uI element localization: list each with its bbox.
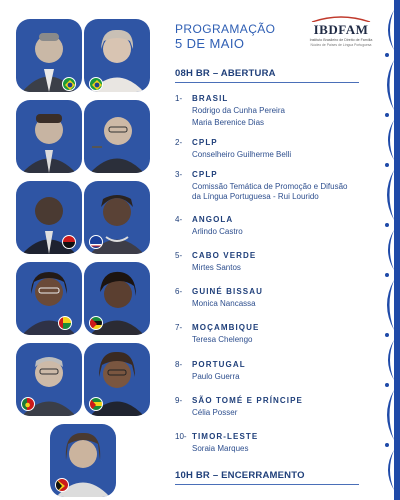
program-item — [175, 396, 375, 422]
item-country: CPLP — [192, 138, 218, 147]
item-person: Paulo Guerra — [192, 372, 240, 381]
program-item — [175, 215, 375, 241]
speaker-photo — [84, 262, 150, 335]
mozambique-flag-icon — [89, 316, 103, 330]
item-country: SÃO TOMÉ E PRÍNCIPE — [192, 396, 303, 405]
logo-name: IBDFAM — [313, 22, 369, 37]
brazil-flag-icon — [62, 77, 76, 91]
program-item — [175, 287, 375, 313]
item-person: da Língua Portuguesa - Rui Lourido — [192, 192, 319, 201]
logo-subtitle-2: Núcleo de Países de Língua Portuguesa — [310, 42, 372, 47]
speaker-photo — [16, 19, 82, 92]
item-number: 6- — [175, 287, 183, 296]
ibdfam-logo — [306, 14, 376, 50]
logo-arc-icon — [306, 14, 376, 22]
speaker-photo — [84, 100, 150, 173]
speaker-photo — [84, 343, 150, 416]
item-number: 7- — [175, 323, 183, 332]
item-country: ANGOLA — [192, 215, 234, 224]
speaker-photo — [50, 424, 116, 497]
program-title: PROGRAMAÇÃO — [175, 22, 276, 36]
item-country: MOÇAMBIQUE — [192, 323, 260, 332]
program-item — [175, 360, 375, 386]
item-person: Comissão Temática de Promoção e Difusão — [192, 182, 348, 191]
item-person: Soraia Marques — [192, 444, 249, 453]
timor-leste-flag-icon — [55, 478, 69, 492]
item-country: BRASIL — [192, 94, 229, 103]
azulejo-border-decoration — [378, 0, 400, 500]
cabo-verde-flag-icon — [89, 235, 103, 249]
portugal-flag-icon — [21, 397, 35, 411]
item-country: CABO VERDE — [192, 251, 257, 260]
program-item — [175, 432, 375, 458]
speaker-photo — [84, 19, 150, 92]
angola-flag-icon — [62, 235, 76, 249]
item-number: 5- — [175, 251, 183, 260]
item-number: 10- — [175, 432, 187, 441]
item-person: Mirtes Santos — [192, 263, 241, 272]
program-item — [175, 138, 375, 164]
logo-subtitle: Instituto Brasileiro de Direito de Família — [309, 38, 373, 42]
item-person: Célia Posser — [192, 408, 238, 417]
item-country: PORTUGAL — [192, 360, 246, 369]
item-number: 2- — [175, 138, 183, 147]
speaker-photo — [16, 100, 82, 173]
item-country: GUINÉ BISSAU — [192, 287, 263, 296]
program-item — [175, 170, 375, 208]
guinea-bissau-flag-icon — [58, 316, 72, 330]
program-item — [175, 94, 375, 132]
item-country: TIMOR-LESTE — [192, 432, 259, 441]
item-person: Monica Nancassa — [192, 299, 256, 308]
item-person: Teresa Chelengo — [192, 335, 253, 344]
closing-label: 10H BR – ENCERRAMENTO — [175, 470, 305, 481]
brazil-flag-icon — [89, 77, 103, 91]
item-person: Conselheiro Guilherme Belli — [192, 150, 292, 159]
program-date: 5 DE MAIO — [175, 36, 245, 51]
speaker-photo-grid — [0, 0, 160, 500]
opening-label: 08H BR – ABERTURA — [175, 68, 276, 79]
speaker-photo — [16, 343, 82, 416]
program-item — [175, 251, 375, 277]
item-person: Maria Berenice Dias — [192, 118, 265, 127]
item-person: Rodrigo da Cunha Pereira — [192, 106, 285, 115]
speaker-photo — [16, 181, 82, 254]
divider — [175, 484, 359, 485]
speaker-photo — [16, 262, 82, 335]
item-person: Arlindo Castro — [192, 227, 243, 236]
divider — [175, 82, 359, 83]
item-number: 4- — [175, 215, 183, 224]
sao-tome-flag-icon — [89, 397, 103, 411]
item-country: CPLP — [192, 170, 218, 179]
program-item — [175, 323, 375, 349]
item-number: 1- — [175, 94, 183, 103]
item-number: 9- — [175, 396, 183, 405]
item-number: 3- — [175, 170, 183, 179]
item-number: 8- — [175, 360, 183, 369]
speaker-photo — [84, 181, 150, 254]
